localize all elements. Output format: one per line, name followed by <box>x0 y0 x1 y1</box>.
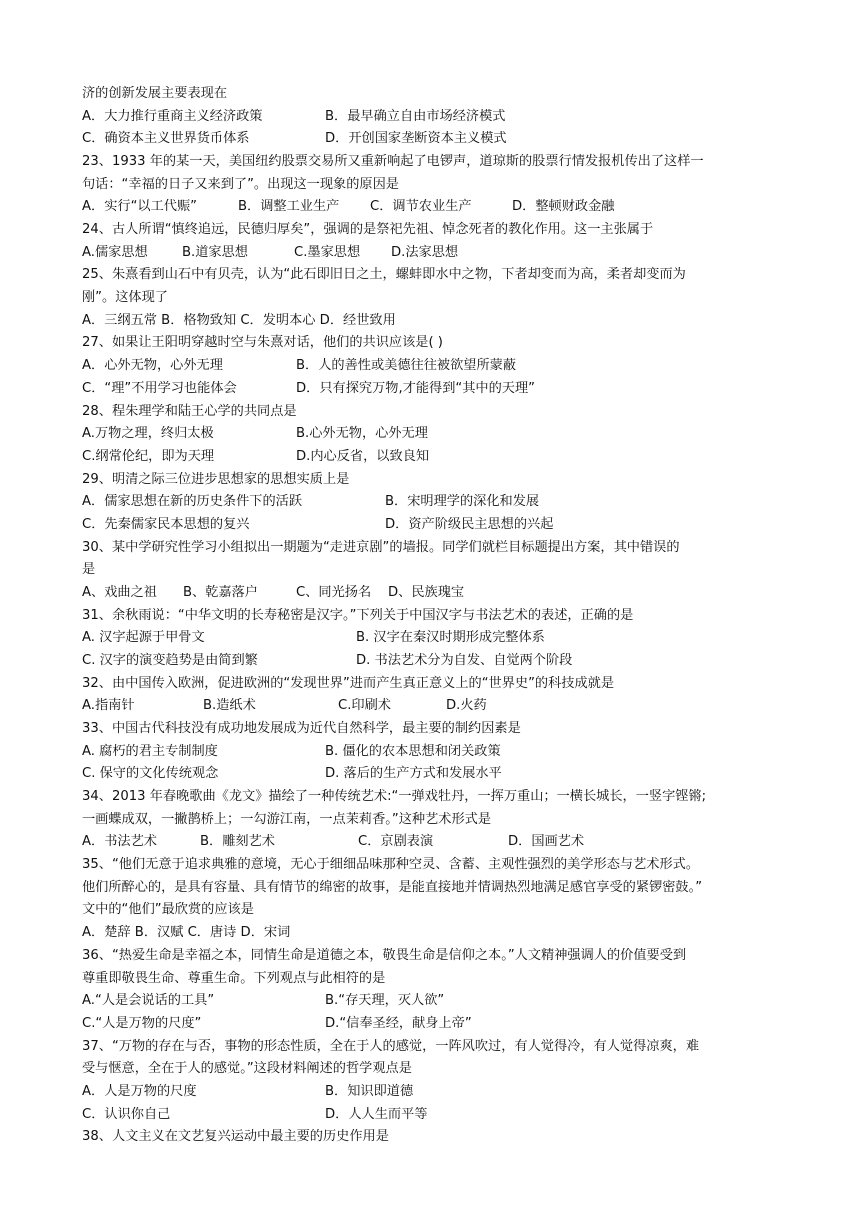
answer-option: B、乾嘉落户 <box>183 584 258 600</box>
answer-option: C. 保守的文化传统观念 <box>82 766 219 782</box>
question-text-line: 38、人文主义在文艺复兴运动中最主要的历史作用是 <box>82 1129 389 1145</box>
question-text-line: 他们所醉心的，是具有容量、具有情节的绵密的故事，是能直接地并情调热烈地满足感官享受的紧锣密鼓。” <box>82 879 703 895</box>
answer-option: C.“人是万物的尺度” <box>82 1015 202 1031</box>
answer-option: D．资产阶级民主思想的兴起 <box>385 516 554 532</box>
question-text-line: 刚”。这体现了 <box>82 290 168 306</box>
answer-option: A．大力推行重商主义经济政策 <box>82 108 263 124</box>
question-text-line: 31、余秋雨说：“中华文明的长寿秘密是汉字。”下列关于中国汉字与书法艺术的表述，正确的是 <box>82 607 634 623</box>
question-text-line: 24、古人所谓“慎终追远，民德归厚矣”，强调的是祭祀先祖、悼念死者的教化作用。这一主张属于 <box>82 222 654 238</box>
question-text-line: 受与惬意，全在于人的感觉。”这段材料阐述的哲学观点是 <box>82 1061 412 1077</box>
answer-option: B.道家思想 <box>182 244 248 260</box>
answer-option: A. 汉字起源于甲骨文 <box>82 630 205 646</box>
question-text-line: 27、如果让王阳明穿越时空与朱熹对话，他们的共识应该是( ) <box>82 335 443 351</box>
question-text-line: 是 <box>82 562 96 578</box>
answer-option: C、同光扬名 <box>296 584 372 600</box>
answer-option: B．最早确立自由市场经济模式 <box>325 108 506 124</box>
question-text-line: 34、2013 年春晚歌曲《龙文》描绘了一种传统艺术:“一弹戏牡丹，一挥万重山；一横长城长，一竖字铿锵; <box>82 789 707 805</box>
question-text-line: 25、朱熹看到山石中有贝壳，认为“此石即旧日之土，螺蚌即水中之物，下者却变而为高，柔者却变而为 <box>82 267 686 283</box>
question-text-line: 23、1933 年的某一天，美国纽约股票交易所又重新响起了电锣声，道琼斯的股票行情发报机传出了这样一 <box>82 154 704 170</box>
question-text-line: A．楚辞 B．汉赋 C．唐诗 D．宋词 <box>82 925 291 941</box>
answer-option: D.内心反省，以致良知 <box>296 448 430 464</box>
answer-option: D. 书法艺术分为自发、自觉两个阶段 <box>356 653 573 668</box>
answer-option: C．先秦儒家民本思想的复兴 <box>82 516 250 532</box>
answer-option: A.“人是会说话的工具” <box>82 993 215 1009</box>
answer-option: C．确资本主义世界货币体系 <box>82 131 250 147</box>
answer-option: A．书法艺术 <box>82 834 157 850</box>
answer-option: B．人的善性或美德往往被欲望所蒙蔽 <box>296 358 517 374</box>
answer-option: C．“理”不用学习也能体会 <box>82 380 237 396</box>
answer-option: D．开创国家垄断资本主义模式 <box>325 131 507 147</box>
answer-option: A.万物之理，终归太极 <box>82 426 214 442</box>
answer-option: A．儒家思想在新的历史条件下的活跃 <box>82 494 303 510</box>
question-text-line: 29、明清之际三位进步思想家的思想实质上是 <box>82 471 350 487</box>
answer-option: C.墨家思想 <box>294 244 361 260</box>
question-text-line: 30、某中学研究性学习小组拟出一期题为“走进京剧”的墙报。同学们就栏目标题提出方案，其中错误的 <box>82 539 680 555</box>
answer-option: C.纲常伦纪，即为天理 <box>82 448 215 464</box>
answer-option: B.“存天理，灭人欲” <box>325 993 445 1009</box>
answer-option: A.儒家思想 <box>82 244 148 260</box>
answer-option: D.火药 <box>446 698 487 714</box>
question-text-line: 36、“热爱生命是幸福之本，同情生命是道德之本，敬畏生命是信仰之本。”人文精神强调人的价值要受到 <box>82 947 687 963</box>
answer-option: A、戏曲之祖 <box>82 584 157 600</box>
answer-option: B．调整工业生产 <box>238 199 340 215</box>
question-text-line: 句话：“幸福的日子又来到了”。出现这一现象的原因是 <box>82 176 399 192</box>
question-text-line: 尊重即敬畏生命、尊重生命。下列观点与此相符的是 <box>82 970 386 986</box>
answer-option: B.造纸术 <box>203 698 256 714</box>
answer-option: A. 腐朽的君主专制制度 <box>82 743 218 759</box>
answer-option: C.印刷术 <box>338 698 391 714</box>
answer-option: D、民族瑰宝 <box>388 584 465 600</box>
answer-option: B. 僵化的农本思想和闭关政策 <box>325 743 501 759</box>
answer-option: B．知识即道德 <box>325 1083 414 1099</box>
answer-option: D．只有探究万物,才能得到“其中的天理” <box>296 380 536 396</box>
question-text-line: 28、程朱理学和陆王心学的共同点是 <box>82 403 297 419</box>
question-text-line: 一画蝶成双，一撇鹊桥上；一勾游江南，一点茉莉香。”这种艺术形式是 <box>82 811 492 827</box>
answer-option: D.“信奉圣经，献身上帝” <box>325 1015 472 1031</box>
answer-option: B. 汉字在秦汉时期形成完整体系 <box>356 630 545 646</box>
question-text-line: A．三纲五常 B．格物致知 C．发明本心 D．经世致用 <box>82 312 396 328</box>
question-text-line: 文中的“他们”最欣赏的应该是 <box>82 902 254 918</box>
answer-option: A．实行“以工代赈” <box>82 199 197 215</box>
answer-option: C．认识你自己 <box>82 1106 171 1122</box>
question-text-line: 35、“他们无意于追求典雅的意境，无心于细细品味那种空灵、含蓄、主观性强烈的美学形态与艺术形式。 <box>82 857 700 873</box>
question-text-line: 33、中国古代科技没有成功地发展成为近代自然科学，最主要的制约因素是 <box>82 721 521 737</box>
answer-option: C．调节农业生产 <box>370 199 472 215</box>
answer-option: A.指南针 <box>82 698 135 714</box>
question-text-line: 32、由中国传入欧洲，促进欧洲的“发现世界”进而产生真正意义上的“世界史”的科技成就是 <box>82 675 615 691</box>
answer-option: D．国画艺术 <box>508 834 585 850</box>
answer-option: B.心外无物，心外无理 <box>296 426 428 442</box>
answer-option: C．京剧表演 <box>358 834 434 850</box>
answer-option: C. 汉字的演变趋势是由简到繁 <box>82 653 258 668</box>
answer-option: D.法家思想 <box>391 244 459 260</box>
answer-option: A．人是万物的尺度 <box>82 1083 197 1099</box>
answer-option: D．整顿财政金融 <box>512 199 615 215</box>
answer-option: D. 落后的生产方式和发展水平 <box>325 766 502 782</box>
answer-option: B．雕刻艺术 <box>200 834 275 850</box>
answer-option: D．人人生而平等 <box>325 1106 428 1122</box>
answer-option: B．宋明理学的深化和发展 <box>385 494 540 510</box>
question-text-line: 济的创新发展主要表现在 <box>82 86 228 101</box>
question-text-line: 37、“万物的存在与否，事物的形态性质，全在于人的感觉，一阵风吹过，有人觉得冷，有人觉得凉爽，难 <box>82 1038 700 1054</box>
answer-option: A．心外无物，心外无理 <box>82 358 223 374</box>
